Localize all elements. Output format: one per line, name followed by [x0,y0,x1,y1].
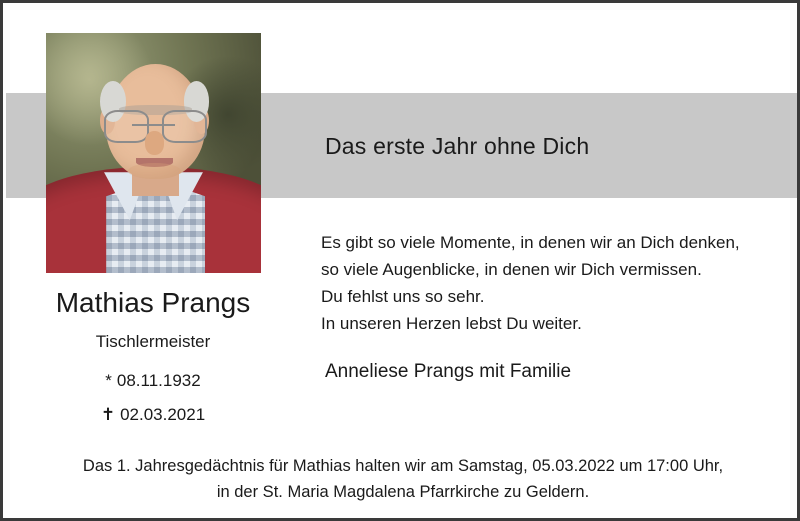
poem-line: Du fehlst uns so sehr. [321,287,485,306]
glasses-lens-right [162,110,207,143]
birth-date: 08.11.1932 [116,371,201,390]
cross-icon: ✝ [100,405,116,424]
portrait-photo [46,33,261,273]
service-info [6,453,800,505]
poem-block [321,229,740,337]
birth-line [3,371,303,391]
person-name: Mathias Prangs [55,287,251,318]
headline-text: Das erste Jahr ohne Dich [325,133,590,159]
death-line [3,405,303,425]
poem-line: Es gibt so viele Momente, in denen wir an Dich denken, [321,233,740,252]
death-date: 02.03.2021 [120,405,206,424]
poem-line: so viele Augenblicke, in denen wir Dich vermissen. [321,260,702,279]
service-line: in der St. Maria Magdalena Pfarrkirche zu Geldern. [216,483,590,501]
glasses-bridge [132,124,175,126]
nose-shape [145,131,164,155]
person-profession: Tischlermeister [95,332,211,351]
family-signature: Anneliese Prangs mit Familie [325,361,572,382]
service-line: Das 1. Jahresgedächtnis für Mathias halten wir am Samstag, 05.03.2022 um 17:00 Uhr, [82,457,724,475]
poem-line: In unseren Herzen lebst Du weiter. [321,314,582,333]
birth-star-icon: * [105,371,112,390]
glasses-lens-left [104,110,149,143]
